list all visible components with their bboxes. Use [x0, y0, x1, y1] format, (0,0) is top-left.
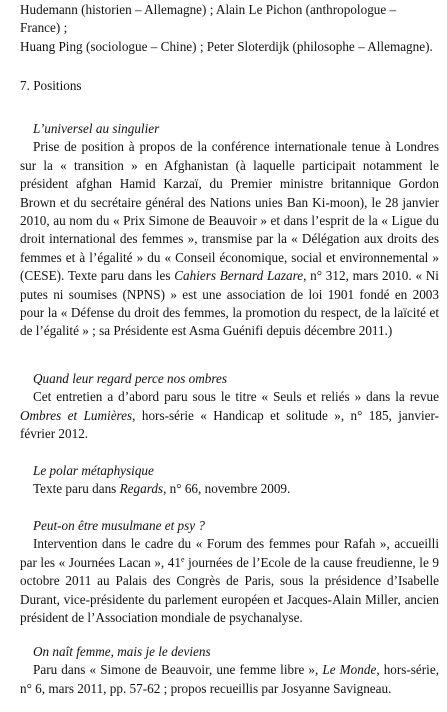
entry-title: Le polar métaphysique [33, 463, 154, 478]
entry-musulmane [20, 517, 439, 627]
entry-femme [20, 643, 439, 698]
header-line-2: Huang Ping (sociologue – Chine) ; Peter Sloterdijk (philosophe – Allemagne). [20, 38, 433, 54]
publication-title: Cahiers Bernard Lazare [174, 268, 304, 284]
entry-regard [20, 370, 439, 444]
section-title: 7. Positions [20, 78, 82, 93]
entry-body: Cet entretien a d’abord paru sous le titre « Seuls et reliés » dans la revue Ombres et Lumières, hors-série « Handicap et solitude », n° 185, janvier-février 2012. [20, 389, 439, 442]
entry-universel [20, 120, 439, 341]
publication-title: Regards [119, 481, 164, 497]
publication-title: Ombres et Lumières [20, 407, 133, 423]
entry-body: Intervention dans le cadre du « Forum des femmes pour Rafah », accueilli par les « Journées Lacan », 41e journées de l’Ecole de la cause freudienne, le 9 octobre 2011 au Palais des Congrès de Paris, sous la présidence d’Isabelle Durant, vice-présidente du parlement européen et Jacques-Alain Miller, ancien président de l’Association mondiale de psychanalyse. [20, 536, 439, 626]
entry-body: Paru dans « Simone de Beauvoir, une femme libre », Le Monde, hors-série, n° 6, mars 2011, pp. 57-62 ; propos recueillis par Josyanne Savigneau. [20, 662, 439, 696]
entry-title: On naît femme, mais je le deviens [33, 644, 211, 659]
entry-title: L’universel au singulier [33, 121, 160, 136]
entry-polar [20, 462, 439, 499]
entry-body: Prise de position à propos de la conférence internationale tenue à Londres sur la « transition » en Afghanistan (à laquelle participait notamment le président afghan Hamid Karzaï, du Premier ministre britannique Gordon Brown et du secrétaire général des Nations unies Ban Ki-moon), le 28 janvier 2010, au nom du « Prix Simone de Beauvoir » et dans l’esprit de la « Ligue du droit international des femmes », transmise par la « Délégation aux droits des femmes et à l’égalité » du « Conseil économique, social et environnemental » (CESE). Texte paru dans les Cahiers Bernard Lazare, n° 312, mars 2010. « Ni putes ni soumises (NPNS) » est une association de loi 1901 fondé en 2003 pour la « Défense du droit des femmes, la promotion du respect, de la laïcité et de l’égalité » ; sa Présidente est Asma Guénifi depuis décembre 2011.) [20, 139, 439, 339]
superscript: e [180, 554, 185, 564]
entry-title: Quand leur regard perce nos ombres [33, 371, 227, 386]
entry-title: Peut-on être musulmane et psy ? [33, 518, 206, 533]
header-paragraph [20, 1, 439, 56]
header-line-1: Hudemann (historien – Allemagne) ; Alain Le Pichon (anthropologue – France) ; [20, 2, 397, 36]
publication-title: Le Monde [322, 662, 377, 678]
entry-body: Texte paru dans Regards, n° 66, novembre 2009. [33, 481, 291, 497]
